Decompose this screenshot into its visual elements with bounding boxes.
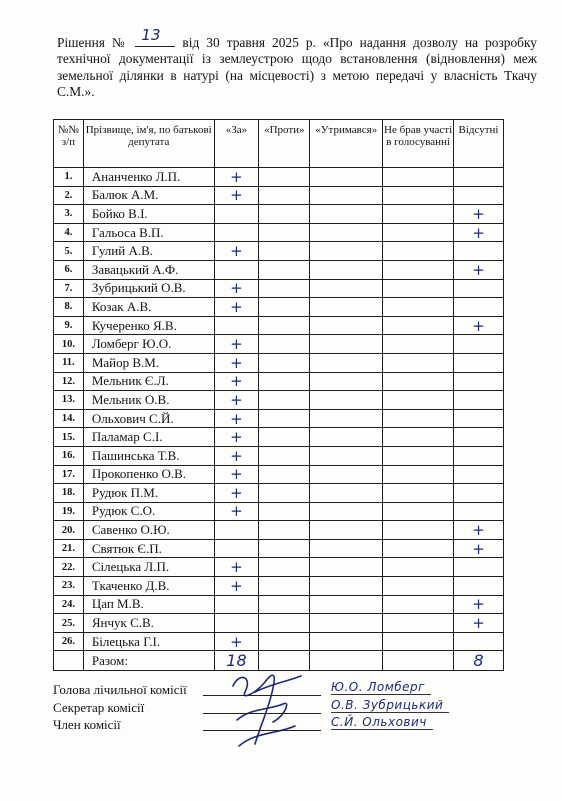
vote-utrymavsia-cell xyxy=(310,260,383,279)
vote-ne-brav-cell xyxy=(383,205,454,224)
vote-utrymavsia-cell xyxy=(310,316,383,335)
vote-vidsutni-mark xyxy=(454,409,504,428)
deputy-name: Сілецька Л.П. xyxy=(83,558,214,577)
decision-header xyxy=(57,26,537,100)
vote-utrymavsia-cell xyxy=(310,446,383,465)
row-number: 9. xyxy=(54,316,84,335)
signature-role: Голова лічильної комісії xyxy=(53,682,187,697)
deputy-name: Прокопенко О.В. xyxy=(83,465,214,484)
vote-za-mark: + xyxy=(214,632,259,651)
vote-utrymavsia-cell xyxy=(310,521,383,540)
deputy-name: Рудюк П.М. xyxy=(83,484,214,503)
deputy-name: Мельник О.В. xyxy=(83,391,214,410)
vote-ne-brav-cell xyxy=(383,446,454,465)
vote-za-mark: + xyxy=(214,298,259,317)
vote-za-mark: + xyxy=(214,279,259,298)
vote-utrymavsia-cell xyxy=(310,484,383,503)
deputy-name: Янчук С.В. xyxy=(83,614,214,633)
row-number: 10. xyxy=(54,335,84,354)
signature-role: Член комісії xyxy=(53,717,121,732)
row-number: 22. xyxy=(54,558,84,577)
table-row xyxy=(54,186,504,205)
signatures-block xyxy=(53,682,523,735)
vote-vidsutni-mark xyxy=(454,279,504,298)
table-row xyxy=(54,595,504,614)
row-number: 13. xyxy=(54,391,84,410)
vote-proty-cell xyxy=(259,577,310,596)
vote-ne-brav-cell xyxy=(383,186,454,205)
row-number: 14. xyxy=(54,409,84,428)
vote-za-mark: + xyxy=(214,353,259,372)
vote-za-mark: + xyxy=(214,335,259,354)
vote-ne-brav-cell xyxy=(383,316,454,335)
vote-ne-brav-cell xyxy=(383,614,454,633)
vote-za-mark xyxy=(214,260,259,279)
deputy-name: Мельник Є.Л. xyxy=(83,372,214,391)
vote-vidsutni-mark xyxy=(454,242,504,261)
vote-za-mark xyxy=(214,614,259,633)
vote-utrymavsia-cell xyxy=(310,353,383,372)
vote-proty-cell xyxy=(259,205,310,224)
vote-za-mark xyxy=(214,521,259,540)
table-row xyxy=(54,205,504,224)
vote-vidsutni-mark xyxy=(454,446,504,465)
vote-vidsutni-mark xyxy=(454,186,504,205)
row-number: 4. xyxy=(54,223,84,242)
row-number: 18. xyxy=(54,484,84,503)
vote-proty-cell xyxy=(259,335,310,354)
vote-proty-cell xyxy=(259,353,310,372)
vote-vidsutni-mark xyxy=(454,298,504,317)
vote-ne-brav-cell xyxy=(383,409,454,428)
deputy-name: Цап М.В. xyxy=(83,595,214,614)
vote-utrymavsia-cell xyxy=(310,409,383,428)
vote-proty-cell xyxy=(259,298,310,317)
deputy-name: Майор В.М. xyxy=(83,353,214,372)
vote-utrymavsia-cell xyxy=(310,391,383,410)
vote-proty-cell xyxy=(259,168,310,187)
row-number: 23. xyxy=(54,577,84,596)
vote-proty-cell xyxy=(259,539,310,558)
vote-za-mark xyxy=(214,316,259,335)
vote-za-mark xyxy=(214,539,259,558)
row-number: 24. xyxy=(54,595,84,614)
vote-utrymavsia-cell xyxy=(310,186,383,205)
vote-utrymavsia-cell xyxy=(310,558,383,577)
row-number: 2. xyxy=(54,186,84,205)
vote-ne-brav-cell xyxy=(383,539,454,558)
total-vidsutni: 8 xyxy=(454,651,504,671)
vote-za-mark: + xyxy=(214,558,259,577)
table-row xyxy=(54,484,504,503)
row-number: 19. xyxy=(54,502,84,521)
row-number: 26. xyxy=(54,632,84,651)
col-header-za: «За» xyxy=(214,120,259,168)
table-row xyxy=(54,428,504,447)
row-number: 12. xyxy=(54,372,84,391)
vote-ne-brav-cell xyxy=(383,168,454,187)
signature-row-secretary xyxy=(53,697,523,718)
row-number: 17. xyxy=(54,465,84,484)
vote-proty-cell xyxy=(259,595,310,614)
deputy-name: Балюк А.М. xyxy=(83,186,214,205)
vote-za-mark: + xyxy=(214,484,259,503)
table-row xyxy=(54,168,504,187)
vote-vidsutni-mark xyxy=(454,502,504,521)
vote-proty-cell xyxy=(259,372,310,391)
deputy-name: Завацький А.Ф. xyxy=(83,260,214,279)
table-row xyxy=(54,558,504,577)
vote-utrymavsia-cell xyxy=(310,298,383,317)
vote-za-mark: + xyxy=(214,409,259,428)
vote-za-mark xyxy=(214,223,259,242)
vote-utrymavsia-cell xyxy=(310,465,383,484)
deputy-name: Кучеренко Я.В. xyxy=(83,316,214,335)
row-number: 20. xyxy=(54,521,84,540)
table-row xyxy=(54,521,504,540)
col-header-ne-brav: Не брав участі в голосуванні xyxy=(383,120,454,168)
table-row xyxy=(54,242,504,261)
vote-za-mark: + xyxy=(214,577,259,596)
table-row xyxy=(54,446,504,465)
signature-name: О.В. Зубрицький xyxy=(331,698,449,713)
vote-utrymavsia-cell xyxy=(310,223,383,242)
vote-utrymavsia-cell xyxy=(310,595,383,614)
total-za: 18 xyxy=(214,651,259,671)
table-row xyxy=(54,298,504,317)
deputy-name: Ломберг Ю.О. xyxy=(83,335,214,354)
col-header-proty: «Проти» xyxy=(259,120,310,168)
table-row xyxy=(54,502,504,521)
vote-ne-brav-cell xyxy=(383,242,454,261)
deputy-name: Ольхович С.Й. xyxy=(83,409,214,428)
signature-row-chair xyxy=(53,682,523,700)
table-header-row xyxy=(54,120,504,168)
table-row xyxy=(54,260,504,279)
row-number: 3. xyxy=(54,205,84,224)
vote-ne-brav-cell xyxy=(383,391,454,410)
vote-vidsutni-mark: + xyxy=(454,521,504,540)
vote-proty-cell xyxy=(259,260,310,279)
vote-proty-cell xyxy=(259,632,310,651)
deputy-name: Ананченко Л.П. xyxy=(83,168,214,187)
deputy-name: Козак А.В. xyxy=(83,298,214,317)
deputy-name: Паламар С.І. xyxy=(83,428,214,447)
table-row xyxy=(54,409,504,428)
vote-vidsutni-mark: + xyxy=(454,260,504,279)
vote-ne-brav-cell xyxy=(383,353,454,372)
vote-utrymavsia-cell xyxy=(310,335,383,354)
row-number: 6. xyxy=(54,260,84,279)
vote-za-mark xyxy=(214,205,259,224)
signature-role: Секретар комісії xyxy=(53,699,145,715)
row-number: 7. xyxy=(54,279,84,298)
vote-za-mark: + xyxy=(214,168,259,187)
vote-vidsutni-mark xyxy=(454,465,504,484)
vote-za-mark xyxy=(214,595,259,614)
voting-table xyxy=(53,119,504,671)
vote-ne-brav-cell xyxy=(383,260,454,279)
signature-name: С.Й. Ольхович xyxy=(331,715,433,730)
signature-row-member xyxy=(53,717,523,735)
table-row xyxy=(54,223,504,242)
vote-proty-cell xyxy=(259,409,310,428)
vote-proty-cell xyxy=(259,484,310,503)
vote-ne-brav-cell xyxy=(383,595,454,614)
vote-ne-brav-cell xyxy=(383,577,454,596)
vote-vidsutni-mark: + xyxy=(454,539,504,558)
deputy-name: Пашинська Т.В. xyxy=(83,446,214,465)
vote-proty-cell xyxy=(259,186,310,205)
vote-vidsutni-mark xyxy=(454,391,504,410)
vote-vidsutni-mark: + xyxy=(454,316,504,335)
deputy-name: Святюк Є.П. xyxy=(83,539,214,558)
vote-vidsutni-mark xyxy=(454,335,504,354)
decision-prefix: Рішення № xyxy=(57,35,129,50)
table-row xyxy=(54,614,504,633)
vote-utrymavsia-cell xyxy=(310,502,383,521)
vote-vidsutni-mark xyxy=(454,632,504,651)
deputy-name: Зубрицький О.В. xyxy=(83,279,214,298)
table-row xyxy=(54,335,504,354)
vote-vidsutni-mark: + xyxy=(454,614,504,633)
col-header-vidsutni: Відсутні xyxy=(454,120,504,168)
vote-za-mark: + xyxy=(214,428,259,447)
table-row xyxy=(54,539,504,558)
table-row xyxy=(54,577,504,596)
vote-ne-brav-cell xyxy=(383,335,454,354)
vote-vidsutni-mark: + xyxy=(454,205,504,224)
vote-utrymavsia-cell xyxy=(310,205,383,224)
col-header-name: Прізвище, ім'я, по батькові депутата xyxy=(83,120,214,168)
row-number: 15. xyxy=(54,428,84,447)
vote-utrymavsia-cell xyxy=(310,168,383,187)
vote-ne-brav-cell xyxy=(383,223,454,242)
table-row xyxy=(54,353,504,372)
vote-utrymavsia-cell xyxy=(310,372,383,391)
deputy-name: Білецька Г.І. xyxy=(83,632,214,651)
vote-za-mark: + xyxy=(214,391,259,410)
vote-ne-brav-cell xyxy=(383,372,454,391)
vote-vidsutni-mark xyxy=(454,168,504,187)
row-number: 16. xyxy=(54,446,84,465)
vote-za-mark: + xyxy=(214,242,259,261)
table-row xyxy=(54,372,504,391)
vote-proty-cell xyxy=(259,223,310,242)
vote-proty-cell xyxy=(259,521,310,540)
vote-vidsutni-mark: + xyxy=(454,223,504,242)
vote-vidsutni-mark xyxy=(454,577,504,596)
vote-ne-brav-cell xyxy=(383,428,454,447)
deputy-name: Бойко В.І. xyxy=(83,205,214,224)
decision-number-field xyxy=(135,26,175,47)
vote-za-mark: + xyxy=(214,465,259,484)
deputy-name: Гальоса В.П. xyxy=(83,223,214,242)
vote-proty-cell xyxy=(259,316,310,335)
vote-ne-brav-cell xyxy=(383,521,454,540)
vote-vidsutni-mark: + xyxy=(454,595,504,614)
vote-za-mark: + xyxy=(214,502,259,521)
vote-ne-brav-cell xyxy=(383,298,454,317)
vote-vidsutni-mark xyxy=(454,428,504,447)
decision-number-handwritten: 13 xyxy=(141,26,161,44)
signature-name: Ю.О. Ломберг xyxy=(331,680,431,695)
deputy-name: Савенко О.Ю. xyxy=(83,521,214,540)
vote-vidsutni-mark xyxy=(454,558,504,577)
table-row xyxy=(54,316,504,335)
vote-utrymavsia-cell xyxy=(310,577,383,596)
vote-proty-cell xyxy=(259,614,310,633)
vote-proty-cell xyxy=(259,242,310,261)
vote-utrymavsia-cell xyxy=(310,614,383,633)
vote-za-mark: + xyxy=(214,186,259,205)
vote-vidsutni-mark xyxy=(454,372,504,391)
deputy-name: Рудюк С.О. xyxy=(83,502,214,521)
vote-proty-cell xyxy=(259,391,310,410)
table-row xyxy=(54,465,504,484)
vote-proty-cell xyxy=(259,428,310,447)
vote-proty-cell xyxy=(259,279,310,298)
table-row xyxy=(54,279,504,298)
row-number: 11. xyxy=(54,353,84,372)
vote-ne-brav-cell xyxy=(383,632,454,651)
vote-za-mark: + xyxy=(214,372,259,391)
table-row xyxy=(54,391,504,410)
vote-utrymavsia-cell xyxy=(310,242,383,261)
deputy-name: Гулий А.В. xyxy=(83,242,214,261)
vote-proty-cell xyxy=(259,465,310,484)
vote-proty-cell xyxy=(259,558,310,577)
vote-utrymavsia-cell xyxy=(310,279,383,298)
row-number: 21. xyxy=(54,539,84,558)
vote-utrymavsia-cell xyxy=(310,428,383,447)
vote-vidsutni-mark xyxy=(454,353,504,372)
col-header-number: №№ з/п xyxy=(54,120,84,168)
vote-utrymavsia-cell xyxy=(310,632,383,651)
vote-proty-cell xyxy=(259,502,310,521)
vote-ne-brav-cell xyxy=(383,465,454,484)
vote-ne-brav-cell xyxy=(383,484,454,503)
decision-title-text: від 30 травня 2025 р. «Про надання дозволу на розробку технічної документації із землеустрою щодо встановлення (відновлення) меж земельної ділянки в натурі (на місцевості) з метою передачі у власність Ткачу С.М.». xyxy=(57,35,537,99)
vote-ne-brav-cell xyxy=(383,279,454,298)
vote-ne-brav-cell xyxy=(383,558,454,577)
table-row xyxy=(54,632,504,651)
row-number: 1. xyxy=(54,168,84,187)
vote-za-mark: + xyxy=(214,446,259,465)
vote-ne-brav-cell xyxy=(383,502,454,521)
row-number: 8. xyxy=(54,298,84,317)
row-number: 5. xyxy=(54,242,84,261)
col-header-utrymavsia: «Утримався» xyxy=(310,120,383,168)
total-label: Разом: xyxy=(83,651,214,671)
deputy-name: Ткаченко Д.В. xyxy=(83,577,214,596)
row-number: 25. xyxy=(54,614,84,633)
vote-utrymavsia-cell xyxy=(310,539,383,558)
vote-proty-cell xyxy=(259,446,310,465)
vote-vidsutni-mark xyxy=(454,484,504,503)
